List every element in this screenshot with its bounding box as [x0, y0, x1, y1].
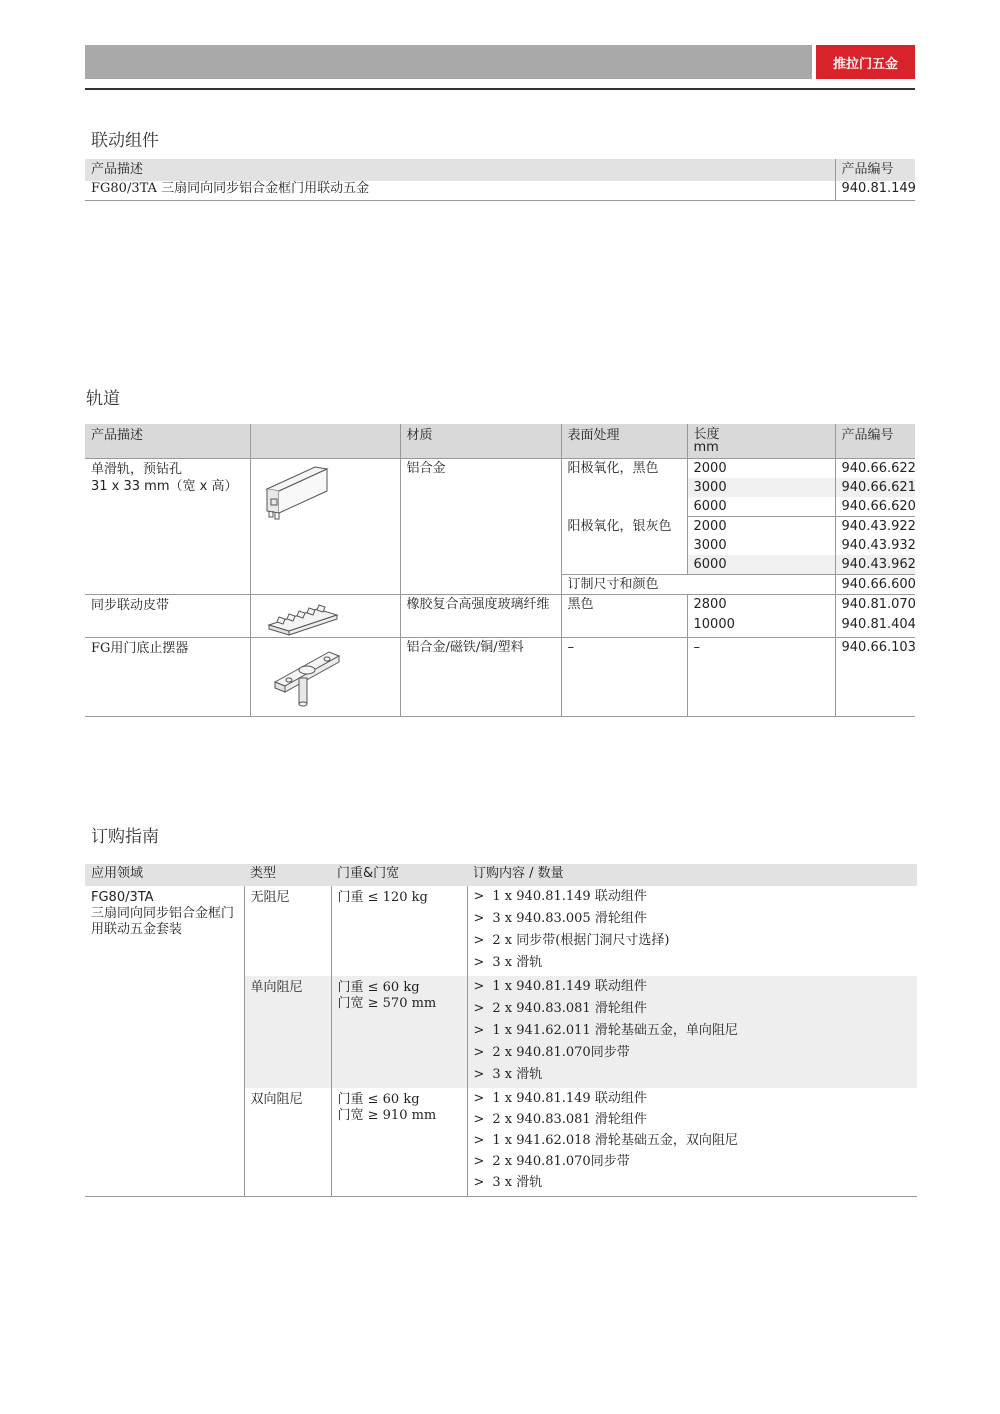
rail-profile-icon — [257, 459, 395, 559]
product-code: 940.43.962 — [835, 555, 915, 575]
finish-custom: 订制尺寸和颜色 — [561, 575, 835, 595]
column-header: 类型 — [244, 864, 331, 886]
product-code: 940.66.621 — [835, 478, 915, 497]
rail-dimensions: 31 x 33 mm（宽 x 高） — [91, 479, 238, 494]
order-item: > 2 x 同步带(根据门洞尺寸选择) — [473, 933, 670, 948]
rail-image — [250, 459, 400, 595]
product-code: 940.43.922 — [835, 517, 915, 537]
length-value: 3000 — [687, 478, 835, 497]
linkage-table — [85, 159, 915, 201]
column-header: 产品描述 — [85, 159, 835, 181]
product-code: 940.66.600 — [835, 575, 915, 595]
table-row — [85, 181, 915, 201]
order-item: > 3 x 滑轨 — [473, 955, 543, 970]
belt-material: 橡胶复合高强度玻璃纤维 — [400, 595, 561, 638]
category-badge: 推拉门五金 — [816, 45, 915, 79]
type-cell: 无阻尼 — [244, 886, 331, 976]
belt-image — [250, 595, 400, 638]
table-row — [85, 886, 917, 976]
order-item: > 1 x 940.81.149 联动组件 — [473, 979, 647, 994]
section-title-ordering: 订购指南 — [91, 827, 159, 847]
type-cell: 单向阻尼 — [244, 976, 331, 1088]
application-cell — [85, 886, 244, 1197]
spec-weight: 门重 ≤ 60 kg — [337, 980, 420, 995]
column-header: 产品编号 — [835, 424, 915, 459]
table-row — [85, 638, 915, 717]
header-rule — [85, 88, 915, 90]
belt-icon — [257, 595, 395, 637]
section-title-track: 轨道 — [86, 389, 120, 409]
order-item: > 1 x 941.62.018 滑轮基础五金，双向阻尼 — [473, 1133, 738, 1148]
order-item: > 3 x 滑轨 — [473, 1175, 543, 1190]
length-value: 10000 — [687, 614, 835, 637]
product-description: FG80/3TA 三扇同向同步铝合金框门用联动五金 — [85, 181, 835, 201]
order-item: > 1 x 940.81.149 联动组件 — [473, 889, 647, 904]
column-header: 表面处理 — [561, 424, 687, 459]
length-value: 6000 — [687, 555, 835, 575]
product-code: 940.43.932 — [835, 536, 915, 555]
order-item: > 2 x 940.83.081 滑轮组件 — [473, 1112, 647, 1127]
spec-width: 门宽 ≥ 910 mm — [337, 1108, 437, 1123]
product-code: 940.81.404 — [835, 614, 915, 637]
type-cell: 双向阻尼 — [244, 1088, 331, 1197]
spec-weight: 门重 ≤ 120 kg — [337, 890, 428, 905]
column-header: 应用领域 — [85, 864, 244, 886]
product-code: 940.66.622 — [835, 459, 915, 479]
spec-weight: 门重 ≤ 60 kg — [337, 1092, 420, 1107]
table-row — [85, 595, 915, 615]
finish-silver: 阳极氧化，银灰色 — [561, 517, 687, 575]
application-model: FG80/3TA — [91, 890, 154, 905]
rail-material: 铝合金 — [400, 459, 561, 595]
order-item: > 1 x 940.81.149 联动组件 — [473, 1091, 647, 1106]
product-code: 940.66.103 — [835, 638, 915, 717]
length-unit: mm — [693, 440, 719, 455]
stopper-length: – — [687, 638, 835, 717]
column-header: 门重&门宽 — [331, 864, 467, 886]
items-cell — [467, 1088, 917, 1197]
track-table — [85, 424, 915, 717]
product-code: 940.81.070 — [835, 595, 915, 615]
application-desc: 三扇同向同步铝合金框门 — [91, 906, 235, 921]
column-header — [687, 424, 835, 459]
table-header-row — [85, 864, 917, 886]
length-value: 6000 — [687, 497, 835, 517]
column-header: 订购内容 / 数量 — [467, 864, 917, 886]
header-bar — [85, 45, 812, 79]
items-cell — [467, 976, 917, 1088]
product-code: 940.66.620 — [835, 497, 915, 517]
length-value: 3000 — [687, 536, 835, 555]
spec-width: 门宽 ≥ 570 mm — [337, 996, 437, 1011]
stopper-image — [250, 638, 400, 717]
finish-black: 阳极氧化，黑色 — [561, 459, 687, 517]
column-header: 材质 — [400, 424, 561, 459]
order-item: > 2 x 940.81.070同步带 — [473, 1045, 630, 1060]
belt-finish: 黑色 — [561, 595, 687, 638]
product-code: 940.81.149 — [835, 181, 915, 201]
order-item: > 3 x 940.83.005 滑轮组件 — [473, 911, 647, 926]
stopper-description: FG用门底止摆器 — [85, 638, 250, 717]
order-item: > 1 x 941.62.011 滑轮基础五金，单向阻尼 — [473, 1023, 738, 1038]
spec-cell — [331, 886, 467, 976]
application-desc: 用联动五金套装 — [91, 922, 183, 937]
order-item: > 2 x 940.83.081 滑轮组件 — [473, 1001, 647, 1016]
length-value: 2000 — [687, 459, 835, 479]
order-item: > 2 x 940.81.070同步带 — [473, 1154, 630, 1169]
rail-description: 单滑轨，预钻孔 — [91, 462, 183, 477]
stopper-finish: – — [561, 638, 687, 717]
column-header: 产品描述 — [85, 424, 250, 459]
table-header-row — [85, 159, 915, 181]
column-header: 产品编号 — [835, 159, 915, 181]
stopper-icon — [257, 638, 395, 714]
stopper-material: 铝合金/磁铁/铜/塑料 — [400, 638, 561, 717]
ordering-guide-table — [85, 864, 917, 1197]
order-item: > 3 x 滑轨 — [473, 1067, 543, 1082]
section-title-linkage: 联动组件 — [91, 131, 159, 151]
spec-cell — [331, 1088, 467, 1197]
length-header: 长度 — [693, 427, 720, 442]
table-header-row — [85, 424, 915, 459]
length-value: 2800 — [687, 595, 835, 615]
column-header — [250, 424, 400, 459]
length-value: 2000 — [687, 517, 835, 537]
items-cell — [467, 886, 917, 976]
table-row — [85, 459, 915, 479]
spec-cell — [331, 976, 467, 1088]
belt-description: 同步联动皮带 — [85, 595, 250, 638]
